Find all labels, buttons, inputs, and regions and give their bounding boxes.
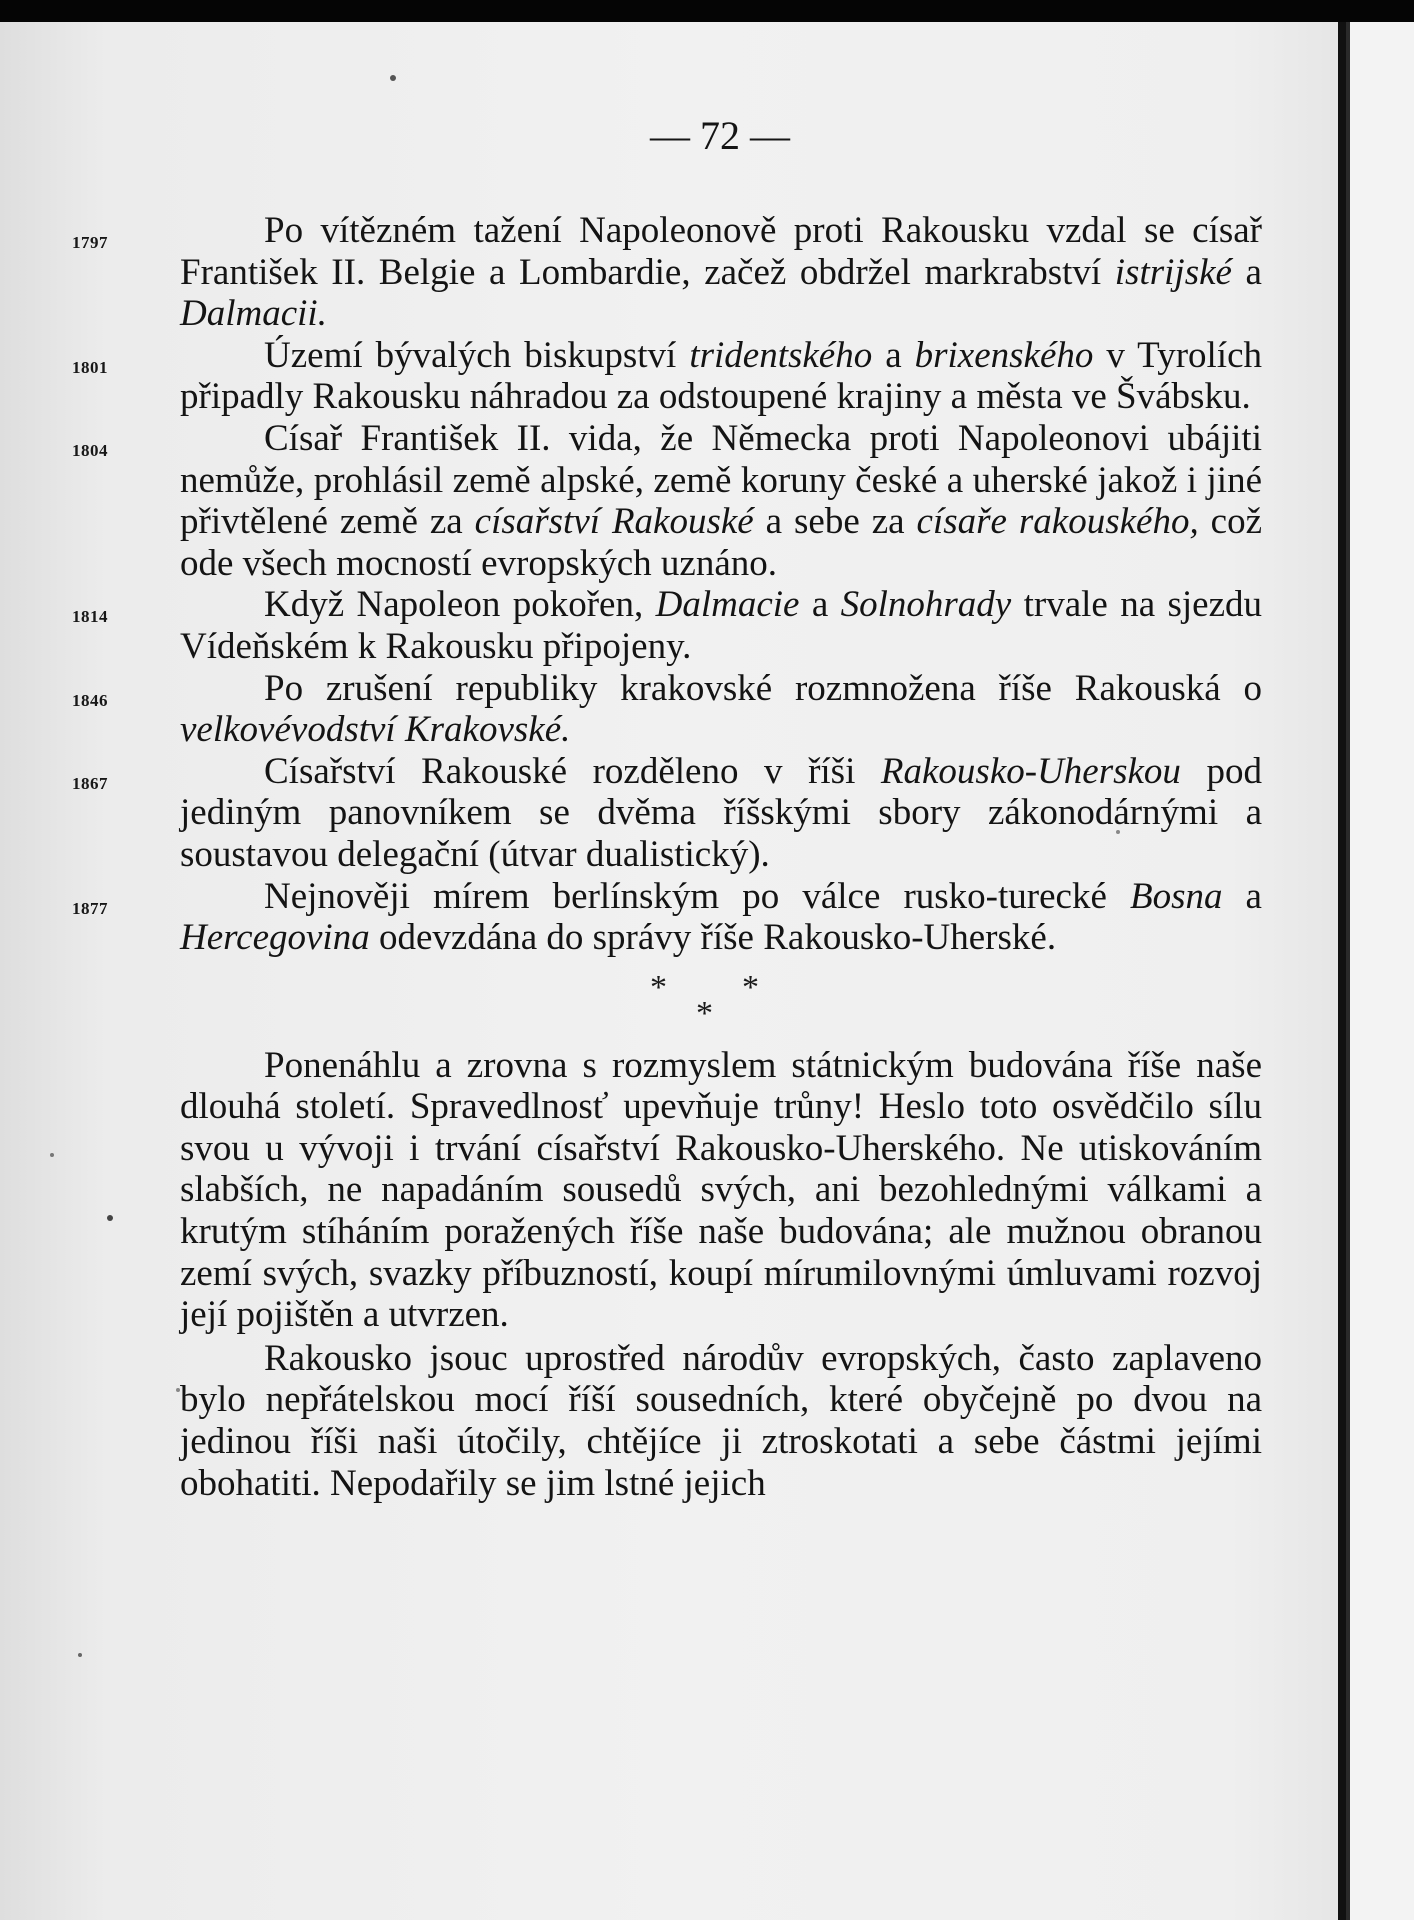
entry-text (180, 751, 1262, 876)
facing-page-edge (1346, 22, 1414, 1920)
italic-term: velkovévodství Krakovské. (180, 709, 571, 751)
text-run: Území bývalých biskupství (264, 334, 690, 376)
asterisk: * (650, 968, 667, 1006)
italic-term: istrijské (1114, 251, 1232, 293)
chronology-entry (72, 875, 1262, 959)
margin-year: 1804 (72, 440, 108, 460)
chronology-entry (72, 334, 1262, 418)
speck (78, 1653, 82, 1657)
text-run: a (1231, 251, 1262, 293)
entry-text (180, 876, 1262, 959)
speck (50, 1153, 54, 1157)
text-run: Císař František II. vida, že Německa proti Napoleonovi ubájiti nemůže, prohlásil země alpské, země koruny české a uherské jakož i jiné přivtělené země za (180, 417, 1262, 543)
text-run: Nejnověji mírem berlínským po válce rusko-turecké (264, 875, 1130, 917)
entry-text (180, 210, 1262, 335)
chronology-entry (72, 417, 1262, 584)
speck (390, 75, 396, 81)
italic-term: císařství Rakouské (474, 501, 754, 543)
text-run: pod jediným panovníkem se dvěma říšskými sbory zákonodárnými a soustavou delegační (útvar dualistický). (180, 750, 1262, 875)
page-text (72, 210, 1263, 1504)
page-spine-line (1346, 22, 1350, 1920)
asterisk: * (742, 968, 759, 1006)
text-run: Když Napoleon pokořen, (264, 584, 656, 626)
speck (107, 1215, 113, 1221)
margin-year: 1801 (72, 357, 108, 377)
entry-text (180, 335, 1262, 418)
chronology-entries (72, 210, 1263, 959)
margin-year: 1867 (72, 773, 108, 793)
text-run: a (872, 334, 915, 376)
body-paragraph: Ponenáhlu a zrovna s rozmyslem státnickým budována říše naše dlouhá století. Spravedlnosť upevňuje trůny! Heslo toto osvědčilo sílu svou u vývoji i trvání císařství Rakousko-Uherského. Ne utiskováním slabších, ne napadáním sousedů svých, ani bezohlednými válkami a krutým stíháním poražených říše naše budována; ale mužnou obranou zemí svých, svazky příbuzností, koupí mírumilovnými úmluvami rozvoj její pojištěn a utvrzen. (180, 1044, 1262, 1336)
section-separator (180, 959, 1262, 1045)
margin-year: 1877 (72, 898, 108, 918)
text-run: a sebe za (753, 501, 917, 543)
italic-term: Dalmacii. (180, 293, 327, 335)
chronology-entry (72, 667, 1262, 751)
chronology-entry (72, 750, 1262, 876)
entry-text (180, 668, 1262, 751)
page-edge-shadow (1338, 22, 1346, 1920)
italic-term: tridentského (689, 334, 873, 376)
italic-term: Dalmacie (655, 584, 800, 626)
italic-term: Rakousko-Uherskou (880, 750, 1181, 792)
entry-text (180, 584, 1262, 667)
page-number: — 72 — (650, 113, 790, 158)
italic-term: císaře rakouského, (916, 501, 1199, 543)
text-run: Císařství Rakouské rozděleno v říši (264, 750, 881, 792)
margin-year: 1797 (72, 233, 108, 252)
chronology-entry (72, 584, 1263, 667)
text-run: a (799, 584, 841, 626)
margin-year: 1846 (72, 690, 108, 710)
italic-term: brixenského (914, 334, 1094, 376)
entry-text (180, 418, 1262, 584)
text-run: a (1222, 875, 1262, 917)
body-paragraph: Rakousko jsouc uprostřed národův evropských, často zaplaveno bylo nepřátelskou mocí říší sousedních, které obyčejně po dvou na jedinou říši naši útočily, chtějíce ji ztroskotati a sebe částmi jejími obohatiti. Nepodařily se jim lstné jejich (180, 1337, 1262, 1504)
italic-term: Hercegovina (180, 917, 370, 959)
text-run: trvale na sjezdu Vídeňském k Rakousku připojeny. (180, 584, 1263, 667)
text-run: v Tyrolích připadly Rakousku náhradou za odstoupené krajiny a města ve Švábsku. (180, 334, 1262, 418)
margin-year: 1814 (72, 607, 108, 627)
italic-term: Solnohrady (840, 584, 1012, 626)
text-run: odevzdána do správy říše Rakousko-Uherské. (369, 917, 1057, 959)
text-run: což ode všech mocností evropských uznáno. (180, 501, 1262, 584)
chronology-entry (72, 210, 1262, 335)
asterisk: * (696, 994, 713, 1032)
italic-term: Bosna (1129, 875, 1223, 917)
text-run: Po zrušení republiky krakovské rozmnožena říše Rakouská o (264, 667, 1262, 709)
text-run: Po vítězném tažení Napoleonově proti Rakousku vzdal se císař František II. Belgie a Lombardie, začež obdržel markrabství (180, 210, 1262, 293)
